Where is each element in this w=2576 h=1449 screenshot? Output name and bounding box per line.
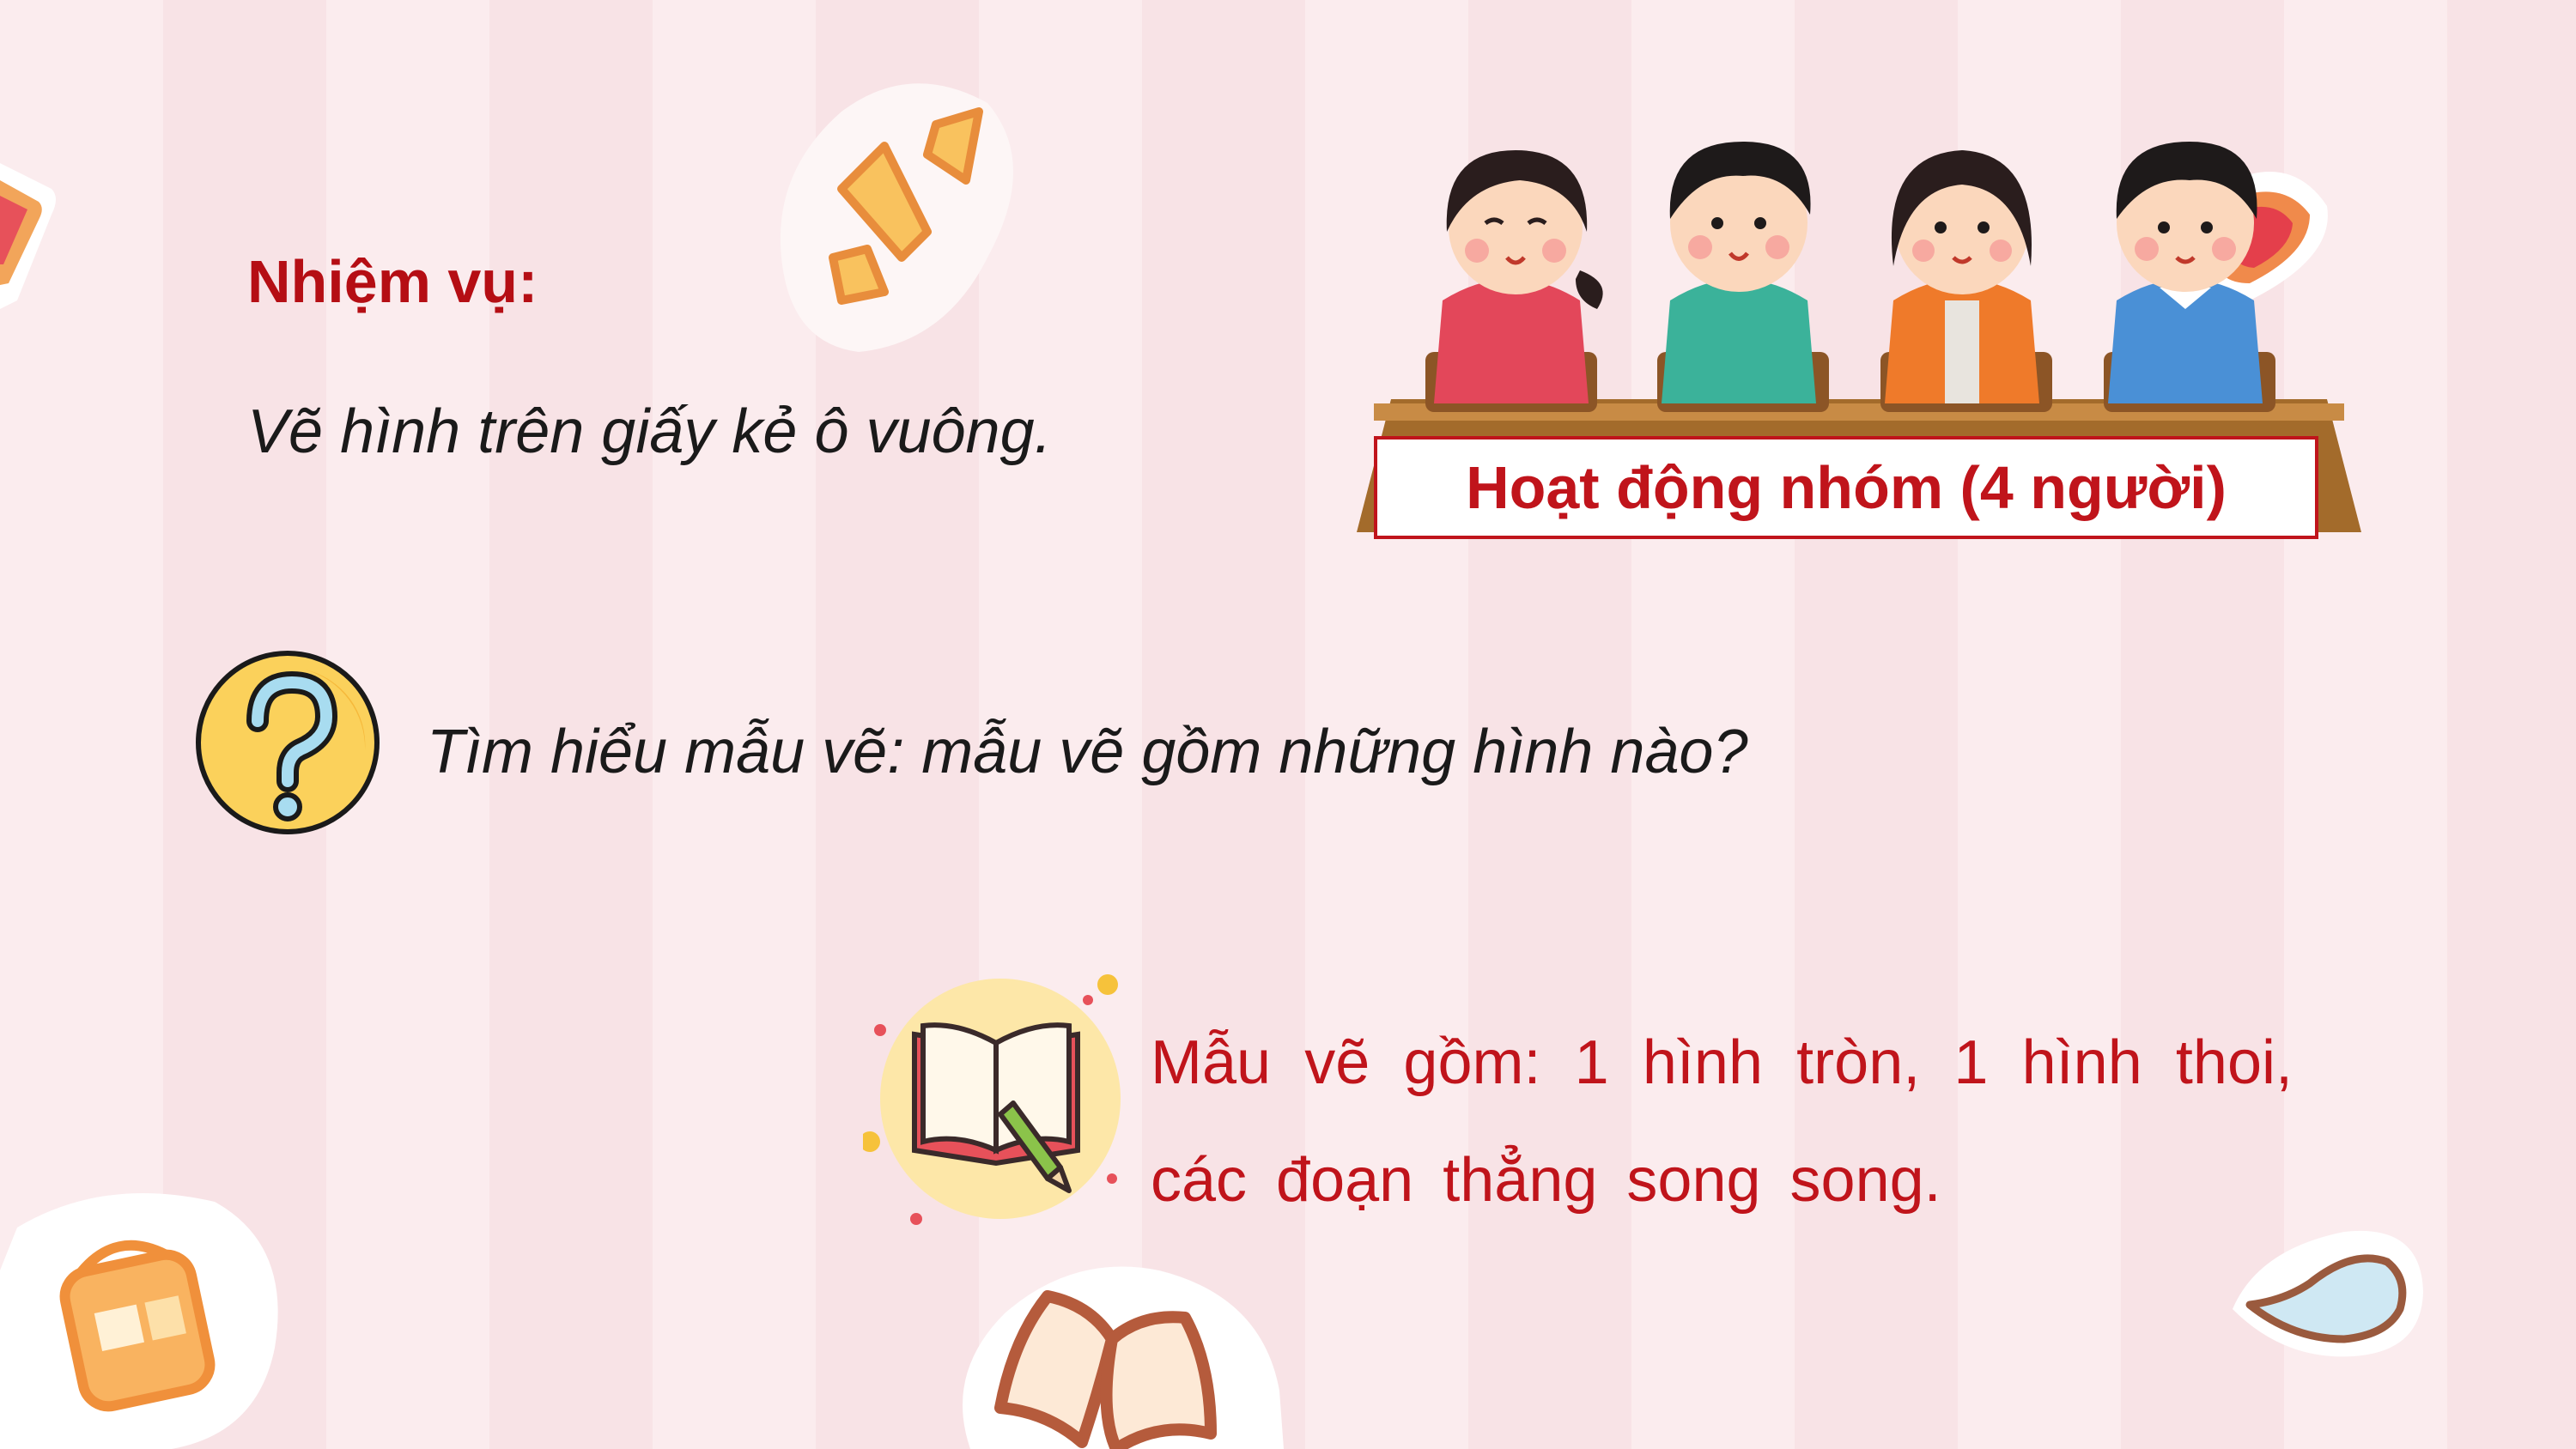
- speech-bubble-icon: [2224, 1215, 2430, 1369]
- group-activity-label-text: Hoạt động nhóm (4 người): [1466, 454, 2227, 521]
- open-book-icon: [936, 1236, 1297, 1449]
- question-text: Tìm hiểu mẫu vẽ: mẫu vẽ gồm những hình nào?: [427, 718, 1748, 786]
- group-activity-label: [1374, 436, 2318, 539]
- answer-text: Mẫu vẽ gồm: 1 hình tròn, 1 hình thoi, các đoạn thẳng song song.: [1151, 1028, 2293, 1215]
- lunchbox-icon: [0, 1176, 292, 1449]
- task-title: Nhiệm vụ:: [247, 248, 538, 315]
- question-mark-icon: [193, 648, 382, 837]
- task-description: Vẽ hình trên giấy kẻ ô vuông.: [247, 397, 1052, 466]
- sparkle-sticker-icon: [773, 60, 1030, 361]
- sticker-top-left-icon: [0, 155, 77, 318]
- book-pencil-icon: [863, 966, 1146, 1232]
